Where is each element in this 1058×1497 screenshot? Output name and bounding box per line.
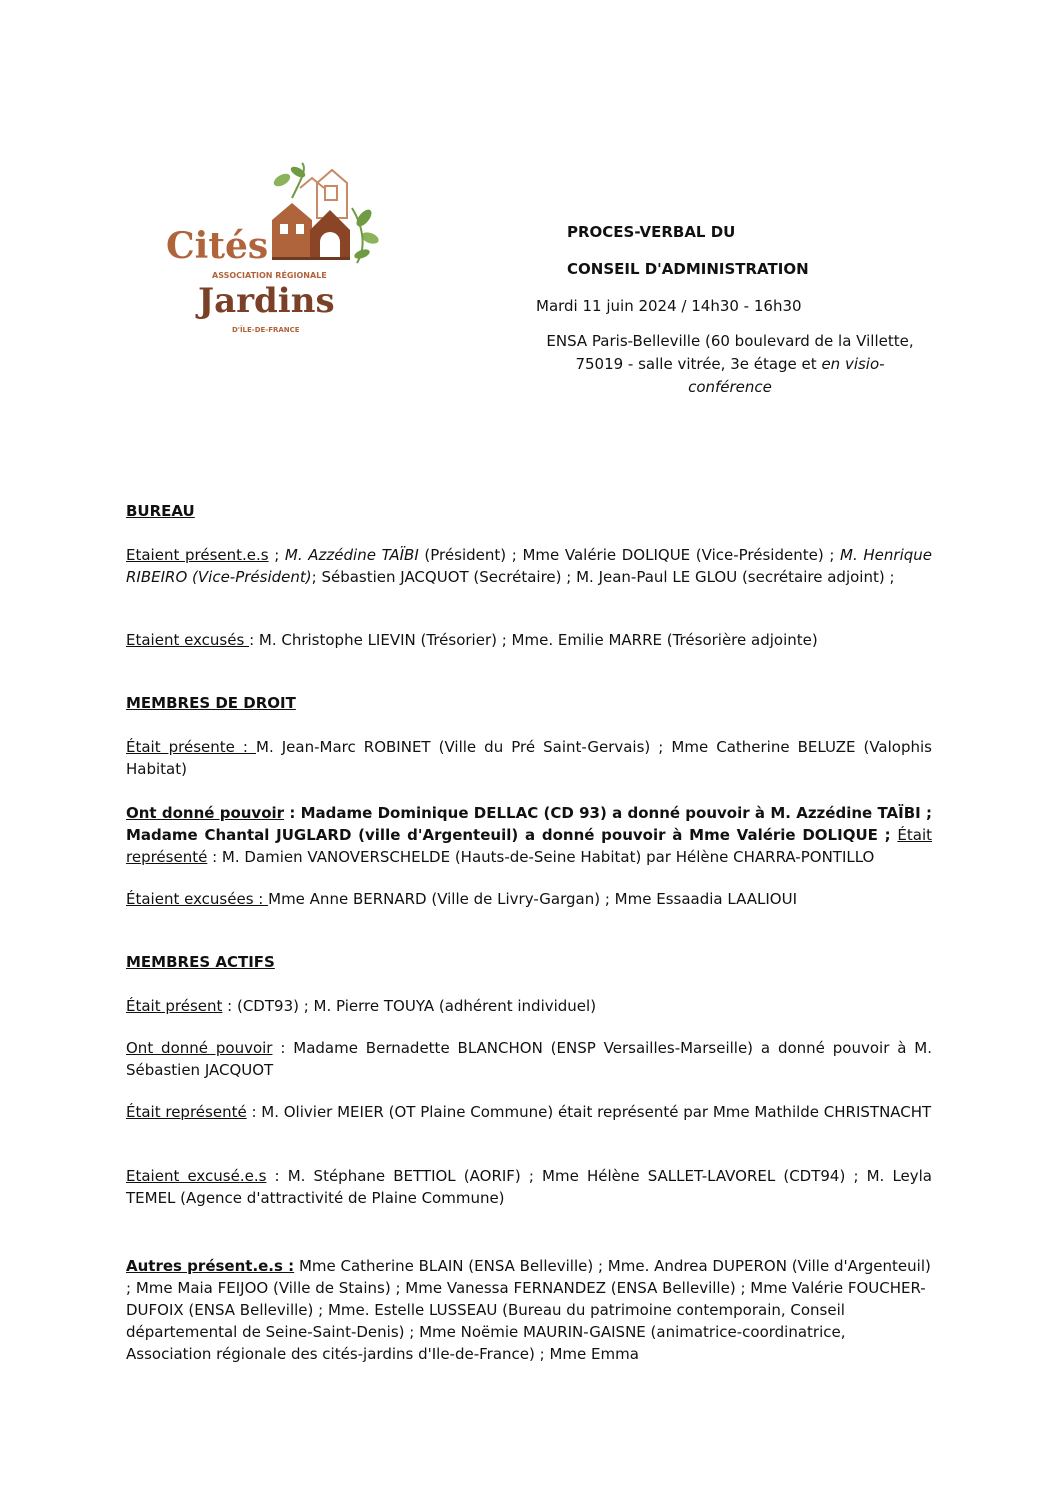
logo-jardins-text: Jardins [198,281,335,321]
label-presents: Etaient présent.e.s [126,546,269,564]
actifs-present: Était présent : (CDT93) ; M. Pierre TOUYA (adhérent individuel) [126,997,597,1015]
house-outline-icon [300,170,347,218]
label-excuses: Etaient excusés [126,631,250,649]
bureau-presents: Etaient présent.e.s ; M. Azzédine TAÏBI (Président) ; Mme Valérie DOLIQUE (Vice-Présidente) ; M. Henrique RIBEIRO (Vice-Président); Sébastien JACQUOT (Secrétaire) ; M. Jean-Paul LE GLOU (secrétaire adjoint) ; [126,546,933,586]
cites-jardins-logo [152,158,390,348]
section-title-membres-actifs: MEMBRES ACTIFS [126,953,275,971]
autres-presents: Autres présent.e.s : Mme Catherine BLAIN (ENSA Belleville) ; Mme. Andrea DUPERON (Ville d'Argenteuil) ; Mme Maia FEIJOO (Ville de Stains) ; Mme Vanessa FERNANDEZ (ENSA Belleville) ; Mme Valérie FOUCHER-DUFOIX (ENSA Belleville) ; Mme. Estelle LUSSEAU (Bureau du patrimoine contemporain, Conseil départemental de Seine-Saint-Denis) ; Mme Noëmie MAURIN-GAISNE (animatrice-coordinatrice, Association régionale des cités-jardins d'Ile-de-France) ; Mme Emma [126,1257,931,1363]
meeting-venue [530,330,930,399]
bureau-excuses: Etaient excusés : M. Christophe LIEVIN (Trésorier) ; Mme. Emilie MARRE (Trésorière adjointe) [126,631,818,649]
doc-title-line2: CONSEIL D'ADMINISTRATION [567,260,809,278]
logo-idf-text: D'ÎLE-DE-FRANCE [232,326,300,334]
droit-presente: Était présente : M. Jean-Marc ROBINET (Ville du Pré Saint-Gervais) ; Mme Catherine BELUZE (Valophis Habitat) [126,738,932,778]
venue-line-1: ENSA Paris-Belleville (60 boulevard de la Villette, [546,332,914,350]
actifs-represente: Était représenté : M. Olivier MEIER (OT Plaine Commune) était représenté par Mme Mathilde CHRISTNACHT [126,1103,932,1121]
actifs-pouvoir: Ont donné pouvoir : Madame Bernadette BLANCHON (ENSP Versailles-Marseille) a donné pouvoir à M. Sébastien JACQUOT [126,1039,932,1079]
doc-title-line1: PROCES-VERBAL DU [567,223,736,241]
section-title-bureau: BUREAU [126,502,195,520]
actifs-excuses: Etaient excusé.e.s : M. Stéphane BETTIOL (AORIF) ; Mme Hélène SALLET-LAVOREL (CDT94) ; M. Leyla TEMEL (Agence d'attractivité de Plaine Commune) [126,1167,933,1207]
logo-cites-text: Cités [166,225,269,267]
venue-line-3: conférence [688,378,772,396]
venue-line-2: 75019 - salle vitrée, 3e étage et en visio- [575,355,885,373]
house-solid-icon [272,203,350,260]
droit-pouvoir: Ont donné pouvoir : Madame Dominique DELLAC (CD 93) a donné pouvoir à M. Azzédine TAÏBI ; Madame Chantal JUGLARD (ville d'Argenteuil) a donné pouvoir à Mme Valérie DOLIQUE ; Était représenté : M. Damien VANOVERSCHELDE (Hauts-de-Seine Habitat) par Hélène CHARRA-PONTILLO [126,804,932,866]
droit-excusees: Étaient excusées : Mme Anne BERNARD (Ville de Livry-Gargan) ; Mme Essaadia LAALIOUI [126,890,798,908]
logo-association-text: ASSOCIATION RÉGIONALE [212,271,327,280]
meeting-date: Mardi 11 juin 2024 / 14h30 - 16h30 [536,297,802,315]
section-title-membres-droit: MEMBRES DE DROIT [126,694,296,712]
